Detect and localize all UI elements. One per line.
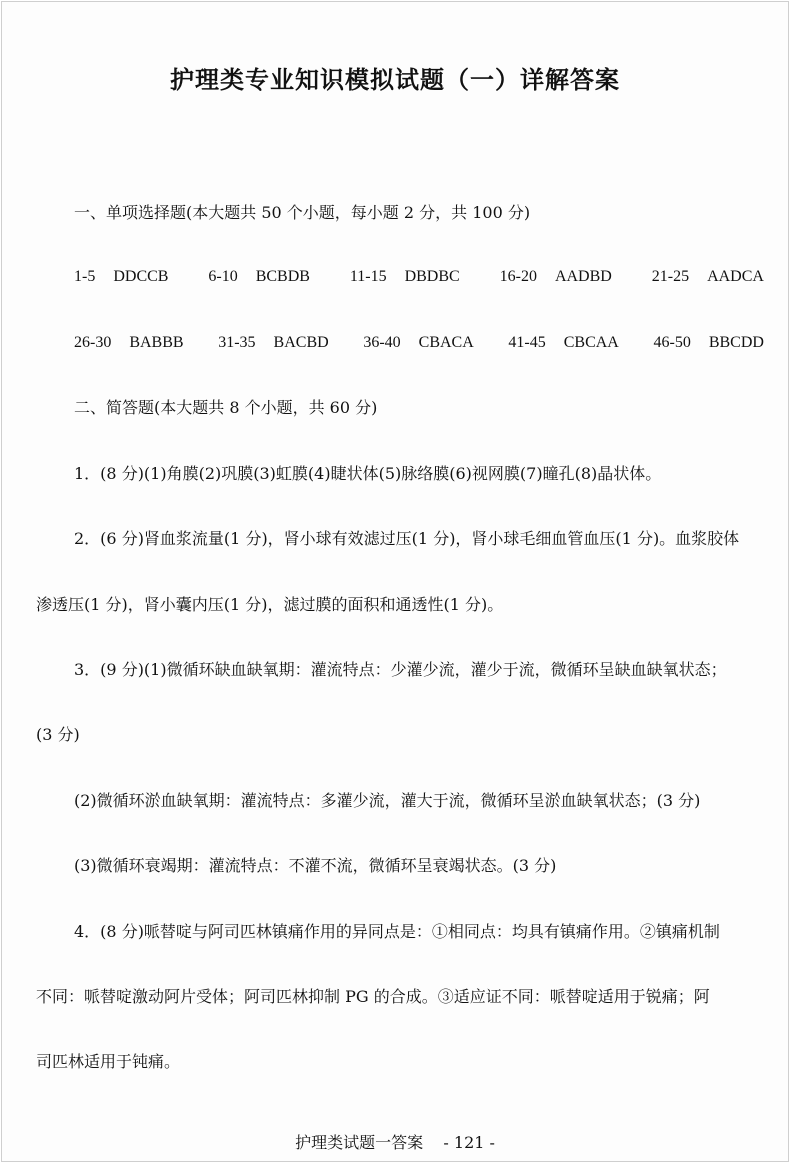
answer-letters: BBCDD	[708, 334, 764, 351]
answer-text-line: 不同：哌替啶激动阿片受体；阿司匹林抑制 PG 的合成。③适应证不同：哌替啶适用于锐痛；阿	[36, 987, 710, 1006]
answer-group	[654, 333, 764, 353]
answer-range: 36-40	[363, 334, 401, 351]
section-heading-short-answer: 二、简答题(本大题共 8 个小题，共 60 分)	[74, 398, 378, 417]
answer-letters: AADCA	[707, 268, 764, 285]
answer-letters: CBACA	[418, 334, 474, 351]
answer-text-line: 渗透压(1 分)，肾小囊内压(1 分)，滤过膜的面积和通透性(1 分)。	[36, 595, 504, 614]
answer-group	[208, 267, 310, 287]
answer-letters: DBDBC	[404, 268, 460, 285]
answer-group	[652, 267, 764, 287]
answer-row	[74, 267, 764, 287]
answer-range: 41-45	[508, 334, 546, 351]
section-heading-single-choice: 一、单项选择题(本大题共 50 个小题，每小题 2 分，共 100 分)	[74, 203, 531, 222]
answer-range: 31-35	[218, 334, 256, 351]
answer-letters: BACBD	[273, 334, 329, 351]
answer-group	[218, 333, 328, 353]
answer-text-line: (3)微循环衰竭期：灌流特点：不灌不流，微循环呈衰竭状态。(3 分)	[74, 856, 557, 875]
answer-group	[74, 333, 184, 353]
answer-group	[350, 267, 460, 287]
answer-text-line: 3．(9 分)(1)微循环缺血缺氧期：灌流特点：少灌少流，灌少于流，微循环呈缺血缺氧状态；	[74, 660, 727, 679]
answer-range: 46-50	[653, 334, 691, 351]
answer-letters: DDCCB	[113, 268, 169, 285]
answer-group	[508, 333, 618, 353]
answer-group	[500, 267, 612, 287]
answer-range: 16-20	[499, 268, 537, 285]
answer-text-line: 2．(6 分)肾血浆流量(1 分)，肾小球有效滤过压(1 分)，肾小球毛细血管血压(1 分)。血浆胶体	[74, 529, 740, 548]
answer-text-line: (2)微循环淤血缺氧期：灌流特点：多灌少流，灌大于流，微循环呈淤血缺氧状态；(3 分)	[74, 791, 701, 810]
answer-range: 21-25	[651, 268, 690, 285]
answer-range: 1-5	[74, 268, 96, 285]
answer-range: 11-15	[349, 268, 387, 285]
answer-group	[363, 333, 473, 353]
answer-text-line: 4．(8 分)哌替啶与阿司匹林镇痛作用的异同点是：①相同点：均具有镇痛作用。②镇痛机制	[74, 922, 720, 941]
answer-letters: AADBD	[554, 268, 612, 285]
answer-letters: CBCAA	[563, 334, 619, 351]
answer-row	[74, 333, 764, 353]
page-footer: 护理类试题一答案 - 121 -	[295, 1133, 495, 1152]
answer-text-line: 1．(8 分)(1)角膜(2)巩膜(3)虹膜(4)睫状体(5)脉络膜(6)视网膜(7)瞳孔(8)晶状体。	[74, 464, 662, 483]
answer-text-line: (3 分)	[36, 725, 80, 744]
answer-range: 6-10	[208, 268, 238, 285]
answer-letters: BABBB	[129, 334, 184, 351]
answer-text-line: 司匹林适用于钝痛。	[36, 1052, 181, 1071]
answer-letters: BCBDB	[255, 268, 310, 285]
document-page	[1, 1, 789, 1162]
page-title: 护理类专业知识模拟试题（一）详解答案	[170, 66, 620, 94]
answer-range: 26-30	[74, 334, 112, 351]
answer-group	[74, 267, 168, 287]
